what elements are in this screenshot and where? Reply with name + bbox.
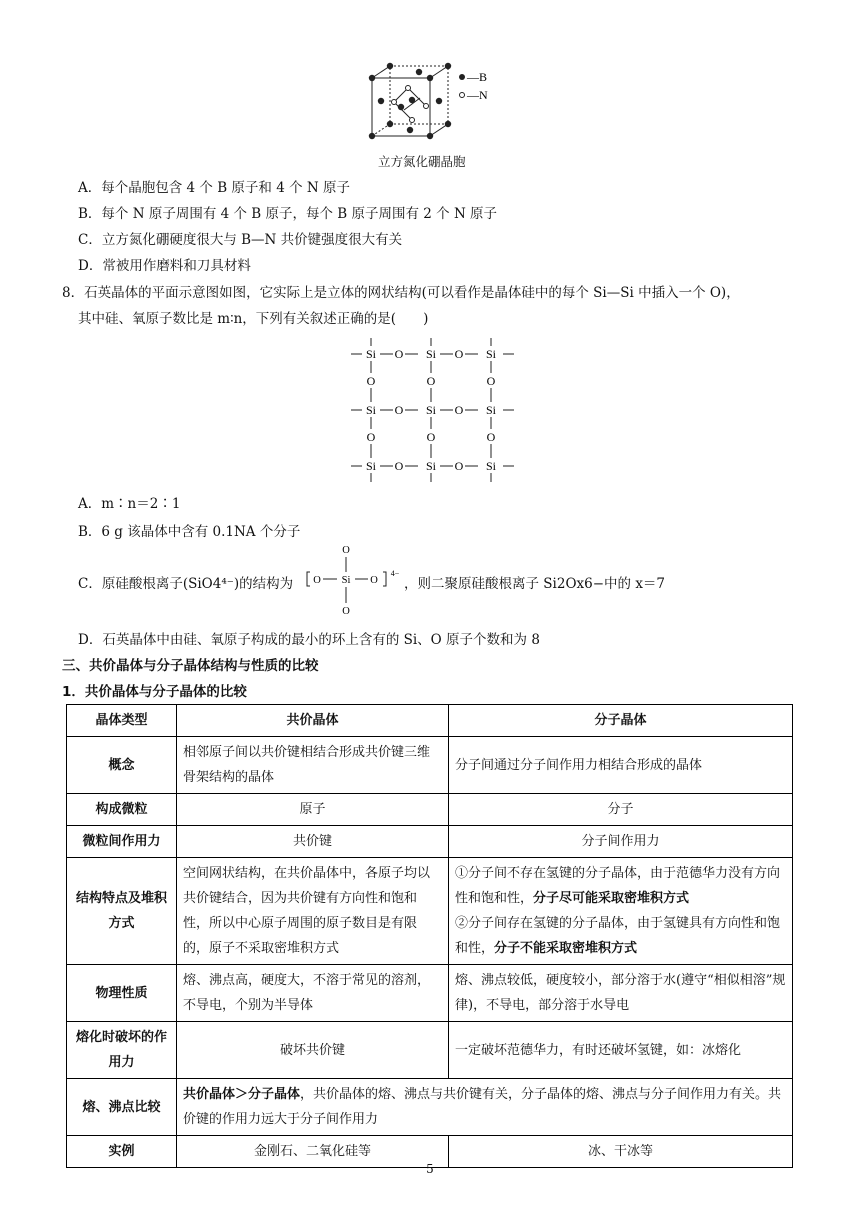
o-atom: O <box>366 430 376 444</box>
table-row <box>67 794 793 826</box>
comparison-table <box>66 704 793 1168</box>
legend-b-label: —B <box>467 70 488 84</box>
q7-option-b: B．每个 N 原子周围有 4 个 B 原子，每个 B 原子周围有 2 个 N 原子 <box>78 206 498 222</box>
table-cell: 空间网状结构，在共价晶体中，各原子均以共价键结合，因为共价键有方向性和饱和性，所以中心原子周围的原子数目是有限的，原子不采取密堆积方式 <box>177 858 449 965</box>
section-heading: 三、共价晶体与分子晶体结构与性质的比较 <box>62 658 319 674</box>
page-number: 5 <box>426 1162 434 1176</box>
q7-option-a: A．每个晶胞包含 4 个 B 原子和 4 个 N 原子 <box>78 180 350 196</box>
si-atom: Si <box>365 347 377 361</box>
row-label: 熔化时破坏的作用力 <box>67 1022 177 1079</box>
si-atom: Si <box>365 459 377 473</box>
si-atom: Si <box>425 459 437 473</box>
table-cell: 金刚石、二氧化硅等 <box>177 1136 449 1168</box>
o-atom: O <box>426 430 436 444</box>
boron-nitride-cell-diagram <box>360 62 520 154</box>
table-row <box>67 826 793 858</box>
row-label: 实例 <box>67 1136 177 1168</box>
subsection-heading: 1．共价晶体与分子晶体的比较 <box>62 684 247 700</box>
o-atom: O <box>313 575 321 586</box>
o-atom: O <box>394 403 404 417</box>
o-atom: O <box>486 374 496 388</box>
q8-option-d: D．石英晶体中由硅、氧原子构成的最小的环上含有的 Si、O 原子个数和为 8 <box>78 632 540 648</box>
q8-option-c-text: C．原硅酸根离子(SiO4⁴⁻)的结构为 <box>78 576 294 592</box>
row-label: 物理性质 <box>67 965 177 1022</box>
legend-n-label: —N <box>467 88 488 102</box>
q8-option-b: B．6 g 该晶体中含有 0.1NA 个分子 <box>78 524 301 540</box>
o-atom: O <box>454 347 464 361</box>
table-header-row <box>67 705 793 737</box>
q8-stem-line2: 其中硅、氧原子数比是 m∶n，下列有关叙述正确的是( ) <box>78 311 429 327</box>
o-atom: O <box>394 347 404 361</box>
o-atom: O <box>394 459 404 473</box>
row-label: 结构特点及堆积方式 <box>67 858 177 965</box>
table-row <box>67 1022 793 1079</box>
q7-option-d: D．常被用作磨料和刀具材料 <box>78 258 251 274</box>
table-header: 分子晶体 <box>449 705 793 737</box>
charge-label: 4− <box>390 569 400 578</box>
q8-option-c-tail: ，则二聚原硅酸根离子 Si2Ox6−中的 x＝7 <box>404 576 666 592</box>
row-label: 构成微粒 <box>67 794 177 826</box>
si-atom: Si <box>485 347 497 361</box>
si-atom: Si <box>425 403 437 417</box>
q7-option-c: C．立方氮化硼硬度很大与 B—N 共价键强度很大有关 <box>78 232 403 248</box>
o-atom: O <box>426 374 436 388</box>
si-atom: Si <box>365 403 377 417</box>
table-cell: 分子 <box>449 794 793 826</box>
molecular-point-2: ②分子间存在氢键的分子晶体，由于氢键具有方向性和饱和性，分子不能采取密堆积方式 <box>455 916 781 956</box>
o-atom: O <box>342 606 350 617</box>
table-cell: 熔、沸点高，硬度大，不溶于常见的溶剂，不导电，个别为半导体 <box>177 965 449 1022</box>
table-header: 晶体类型 <box>67 705 177 737</box>
o-atom: O <box>486 430 496 444</box>
table-cell: 共价晶体＞分子晶体，共价晶体的熔、沸点与共价键有关，分子晶体的熔、沸点与分子间作用力有关。共价键的作用力远大于分子间作用力 <box>177 1079 793 1136</box>
table-row <box>67 965 793 1022</box>
o-atom: O <box>454 403 464 417</box>
o-atom: O <box>366 374 376 388</box>
table-cell: 分子间通过分子间作用力相结合形成的晶体 <box>449 737 793 794</box>
table-cell: 共价键 <box>177 826 449 858</box>
o-atom: O <box>370 575 378 586</box>
table-cell: 破坏共价键 <box>177 1022 449 1079</box>
row-label: 概念 <box>67 737 177 794</box>
q8-option-a: A．m∶n＝2∶1 <box>78 496 181 512</box>
table-row <box>67 737 793 794</box>
si-atom: Si <box>425 347 437 361</box>
o-atom: O <box>454 459 464 473</box>
si-atom: Si <box>341 575 351 586</box>
q8-stem-line1: 8．石英晶体的平面示意图如图，它实际上是立体的网状结构(可以看作是晶体硅中的每个 Si—Si 中插入一个 O)， <box>62 285 740 301</box>
row-label: 微粒间作用力 <box>67 826 177 858</box>
molecular-point-1: ①分子间不存在氢键的分子晶体，由于范德华力没有方向性和饱和性，分子尽可能采取密堆积方式 <box>455 866 781 906</box>
table-cell: 分子间作用力 <box>449 826 793 858</box>
table-header: 共价晶体 <box>177 705 449 737</box>
table-row <box>67 1079 793 1136</box>
row-label: 熔、沸点比较 <box>67 1079 177 1136</box>
si-atom: Si <box>485 403 497 417</box>
table-cell <box>449 858 793 965</box>
o-atom: O <box>342 545 350 556</box>
si-atom: Si <box>485 459 497 473</box>
table-cell: 一定破坏范德华力，有时还破坏氢键，如：冰熔化 <box>449 1022 793 1079</box>
quartz-structure-diagram <box>345 334 520 486</box>
table-cell: 相邻原子间以共价键相结合形成共价键三维骨架结构的晶体 <box>177 737 449 794</box>
figure-caption: 立方氮化硼晶胞 <box>378 154 466 169</box>
table-row <box>67 858 793 965</box>
orthosilicate-structure <box>304 540 404 620</box>
table-cell: 冰、干冰等 <box>449 1136 793 1168</box>
table-cell: 原子 <box>177 794 449 826</box>
table-cell: 熔、沸点较低，硬度较小，部分溶于水(遵守“相似相溶”规律)，不导电，部分溶于水导电 <box>449 965 793 1022</box>
